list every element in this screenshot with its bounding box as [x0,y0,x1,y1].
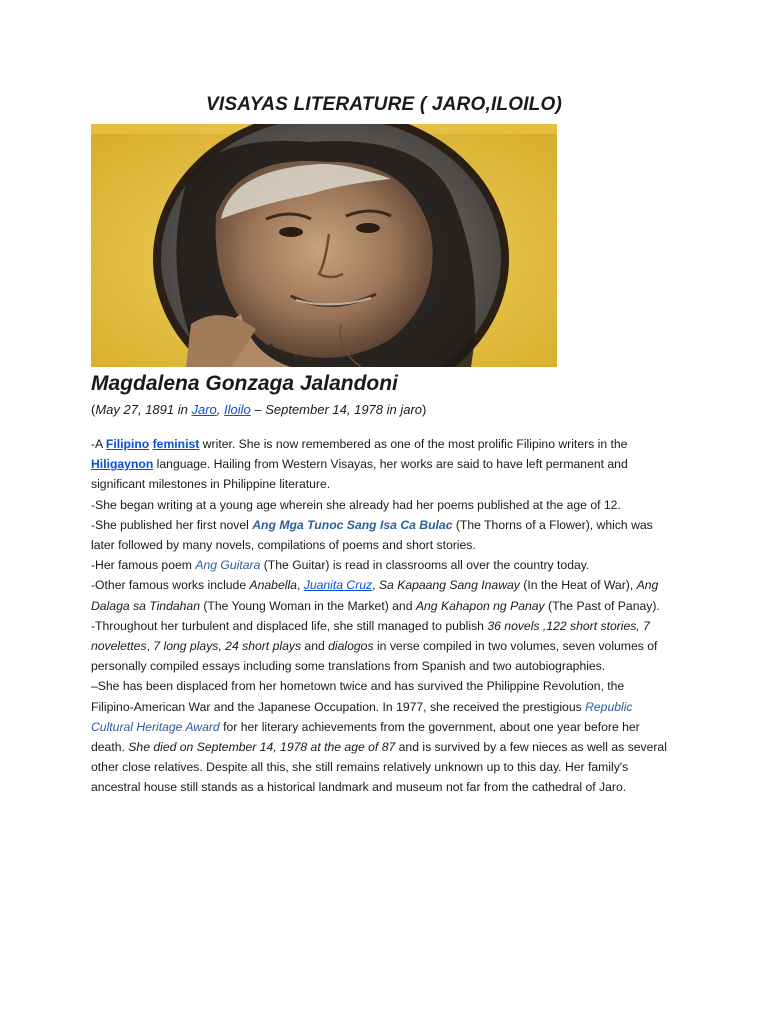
text-line [91,737,679,757]
text-segment: , [296,578,304,593]
text-segment: , [146,639,154,654]
work-title: Sa Kapaang Sang Inaway [378,578,520,593]
text-segment: for her literary achievements from the government, about one year before her [219,719,640,734]
text-segment: -She published her first novel [91,517,253,532]
works-count: 36 novels ,122 short stories, 7 [487,618,650,633]
work-title: Anabella [249,578,297,593]
life-dates [91,402,426,417]
text-line: later followed by many novels, compilations of poems and short stories. [91,538,476,553]
text-line: -She began writing at a young age wherein she already had her poems published at the age of 12. [91,497,621,512]
text-line: –She has been displaced from her hometown twice and has survived the Philippine Revolution, the [91,679,625,694]
biography-text [91,434,679,798]
novel-title: Ang Mga Tunoc Sang Isa Ca Bulac [252,517,453,532]
text-line: significant milestones in Philippine literature. [91,477,331,492]
text-segment: , [372,578,379,593]
works-count: novelettes [91,639,147,654]
paren-open: ( [91,402,96,417]
author-name: Magdalena Gonzaga Jalandoni [91,372,398,395]
iloilo-link[interactable]: Iloilo [224,402,251,417]
work-title: Ang Kahapon ng Panay [415,598,545,613]
text-segment: -Throughout her turbulent and displaced life, she still managed to publish [91,618,488,633]
text-line [91,717,679,737]
text-line [91,636,679,656]
award-name: Cultural Heritage Award [91,719,220,734]
text-segment: in verse compiled in two volumes, seven volumes of [373,639,658,654]
text-segment: language. Hailing from Western Visayas, her works are said to have left permanent and [153,457,628,472]
juanita-cruz-link[interactable]: Juanita Cruz [303,578,373,593]
paren-close: ) [422,402,427,417]
text-segment: (The Past of Panay). [544,598,660,613]
hiligaynon-link[interactable]: Hiligaynon [91,457,154,472]
text-line [91,697,679,717]
portrait-photo [91,124,557,367]
text-line [91,454,679,474]
text-segment: -A [91,437,106,451]
death-note: She died on September 14, 1978 at the age of 87 [128,740,396,755]
text-line: other close relatives. Despite all this, she still remains relatively unknown up to this day. Her family's [91,760,629,775]
poem-title: Ang Guitara [195,558,261,573]
text-line: ancestral house still stands as a historical landmark and museum not far from the cathedral of Jaro. [91,780,627,795]
text-line [91,434,679,454]
text-segment: writer. She is now remembered as one of the most prolific Filipino writers in the [199,437,628,451]
text-line [91,596,679,616]
text-segment: Filipino-American War and the Japanese Occupation. In 1977, she received the prestigious [91,699,586,714]
text-segment: (In the Heat of War), [519,578,637,593]
text-segment: -Other famous works include [91,578,250,593]
text-line [91,515,679,535]
award-name: Republic [585,699,633,714]
works-count: 7 long plays, 24 short plays [153,639,302,654]
text-line: personally compiled essays including some translations from Spanish and two autobiographies. [91,659,606,674]
jaro-link[interactable]: Jaro [191,402,217,417]
feminist-link[interactable]: feminist [152,437,200,451]
text-segment: (The Young Woman in the Market) and [199,598,416,613]
work-title: Dalaga sa Tindahan [91,598,200,613]
page-title: VISAYAS LITERATURE ( JARO,ILOILO) [206,94,562,115]
text-segment: (The Guitar) is read in classrooms all over the country today. [260,558,590,573]
death-date: – September 14, 1978 in jaro [250,402,423,417]
work-title: Ang [636,578,659,593]
text-segment: death. [91,740,129,755]
birth-date: May 27, 1891 in [95,402,192,417]
works-count: dialogos [328,639,374,654]
text-segment: (The Thorns of a Flower), which was [452,517,653,532]
portrait-image [91,124,557,367]
text-line [91,575,679,595]
text-line [91,616,679,636]
dates-comma: , [216,402,224,417]
text-segment: and [301,639,329,654]
text-line [91,555,679,575]
text-segment: and is survived by a few nieces as well as several [395,740,667,755]
text-segment: -Her famous poem [91,558,196,573]
filipino-link[interactable]: Filipino [105,437,150,451]
